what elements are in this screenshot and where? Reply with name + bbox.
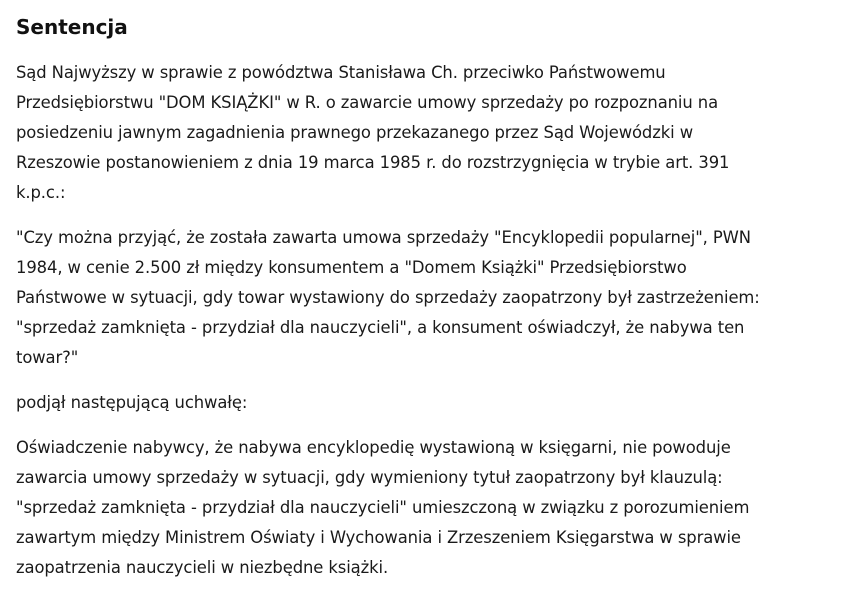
paragraph-line: k.p.c.: bbox=[16, 183, 66, 202]
paragraph-line: Oświadczenie nabywcy, że nabywa encyklopedię wystawioną w księgarni, nie powoduje bbox=[16, 438, 731, 457]
paragraph-line: Rzeszowie postanowieniem z dnia 19 marca 1985 r. do rozstrzygnięcia w trybie art. 391 bbox=[16, 153, 730, 172]
document-body bbox=[16, 10, 836, 598]
paragraph-intro bbox=[16, 58, 836, 208]
paragraph-resolution bbox=[16, 433, 836, 583]
paragraph-line: "sprzedaż zamknięta - przydział dla nauczycieli" umieszczoną w związku z porozumieniem bbox=[16, 498, 750, 517]
paragraph-line: zaopatrzenia nauczycieli w niezbędne książki. bbox=[16, 558, 389, 577]
paragraph-line: podjął następującą uchwałę: bbox=[16, 393, 248, 412]
paragraph-line: posiedzeniu jawnym zagadnienia prawnego przekazanego przez Sąd Wojewódzki w bbox=[16, 123, 694, 142]
paragraph-line: 1984, w cenie 2.500 zł między konsumentem a "Domem Książki" Przedsiębiorstwo bbox=[16, 258, 687, 277]
paragraph-line: zawartym między Ministrem Oświaty i Wychowania i Zrzeszeniem Księgarstwa w sprawie bbox=[16, 528, 741, 547]
paragraph-resolution-intro bbox=[16, 388, 836, 418]
paragraph-line: zawarcia umowy sprzedaży w sytuacji, gdy wymieniony tytuł zaopatrzony był klauzulą: bbox=[16, 468, 723, 487]
paragraph-line: Przedsiębiorstwu "DOM KSIĄŻKI" w R. o zawarcie umowy sprzedaży po rozpoznaniu na bbox=[16, 93, 719, 112]
paragraph-line: "Czy można przyjąć, że została zawarta umowa sprzedaży "Encyklopedii popularnej", PWN bbox=[16, 228, 751, 247]
paragraph-line: towar?" bbox=[16, 348, 79, 367]
section-heading: Sentencja bbox=[16, 15, 128, 39]
paragraph-question bbox=[16, 223, 836, 373]
paragraph-line: Państwowe w sytuacji, gdy towar wystawiony do sprzedaży zaopatrzony był zastrzeżeniem: bbox=[16, 288, 760, 307]
paragraph-line: "sprzedaż zamknięta - przydział dla nauczycieli", a konsument oświadczył, że nabywa ten bbox=[16, 318, 745, 337]
paragraph-line: Sąd Najwyższy w sprawie z powództwa Stanisława Ch. przeciwko Państwowemu bbox=[16, 63, 666, 82]
